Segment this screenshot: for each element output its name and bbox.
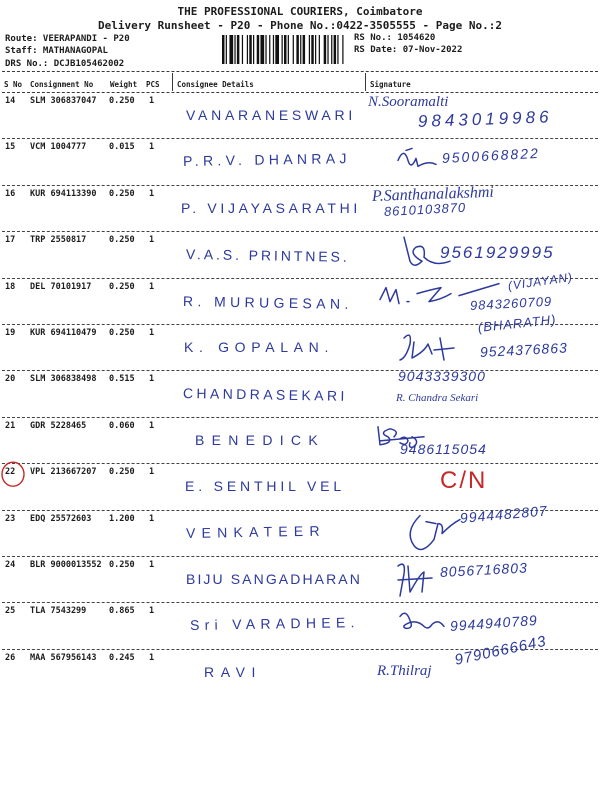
consignment-number: KUR 694110479 [30,328,97,338]
consignment-number: BLR 9000013552 [30,560,102,570]
column-header-signature: Signature [370,80,411,89]
signature-name: P.Santhanalakshmi [371,183,495,205]
signature-phone: 9486115054 [400,440,487,457]
column-header-weight: Weight [110,80,138,89]
row-divider [2,602,598,603]
weight: 0.250 [109,328,135,338]
serial-number: 15 [5,142,16,153]
serial-number: 18 [5,281,16,292]
runsheet-row [0,185,600,231]
consignee-handwritten-name: V.A.S. PRINTNES. [185,246,350,266]
route-label: Route: VEERAPANDI - P20 [5,34,130,44]
signature-note: (BHARATH) [477,311,558,335]
serial-number: 25 [5,606,16,617]
runsheet-row [0,463,600,509]
serial-number: 21 [5,420,16,431]
consignment-number: MAA 567956143 [30,652,97,663]
consignment-number: SLM 306838498 [30,374,97,385]
runsheet-row [0,417,600,463]
signature-phone: 9043339300 [398,368,486,385]
signature-phone: 9944940789 [449,612,539,635]
pieces: 1 [149,560,155,570]
signature-phone: 9944482807 [459,501,549,526]
consignee-handwritten-name: P.R.V. DHANRAJ [182,150,351,170]
pieces: 1 [149,281,155,292]
rs-number: RS No.: 1054620 [354,33,436,43]
pieces: 1 [149,188,155,199]
pieces: 1 [149,96,155,106]
row-divider [2,463,598,464]
weight: 0.250 [109,281,135,292]
weight: 0.250 [109,188,135,199]
weight: 0.250 [109,560,135,570]
signature-name: N.Sooramalti [368,94,449,110]
column-header-sno: S No [4,80,23,89]
weight: 0.015 [109,142,135,153]
column-header-pcs: PCS [146,80,160,89]
pieces: 1 [149,467,155,478]
weight: 0.515 [109,374,135,385]
consignment-number: KUR 694113390 [30,188,97,199]
pieces: 1 [149,328,155,338]
serial-number: 16 [5,188,16,199]
consignee-handwritten-name: R. MURUGESAN. [182,292,353,312]
row-divider [2,185,598,186]
weight: 0.245 [109,652,135,663]
signature-phone: 8056716803 [439,559,529,580]
serial-number: 24 [5,560,16,570]
consignment-number: GDR 5228465 [30,420,87,431]
row-divider [2,138,598,139]
signature-phone: 8610103870 [383,199,467,219]
consignee-handwritten-name: VANARANESWARI [186,107,356,123]
row-divider [2,370,598,371]
weight: 1.200 [109,513,135,524]
pieces: 1 [149,142,155,153]
signature-name: R. Chandra Sekari [396,392,479,405]
consignment-number: TLA 7543299 [30,606,87,617]
staff-label: Staff: MATHANAGOPAL [5,46,108,56]
signature-phone: 9561929995 [440,243,555,263]
consignee-handwritten-name: BENEDICK [195,431,325,448]
runsheet-row [0,311,600,370]
consignee-handwritten-name: VENKATEER [185,522,326,541]
runsheet-row [0,501,600,556]
row-divider [2,231,598,232]
signature-phone: 9524376863 [479,339,569,360]
pieces: 1 [149,420,155,431]
runsheet-row [0,138,600,184]
consignee-handwritten-name: K. GOPALAN. [184,339,335,355]
pieces: 1 [149,374,155,385]
consignment-number: VCM 1004777 [30,142,87,153]
weight: 0.865 [109,606,135,617]
company-title: THE PROFESSIONAL COURIERS, Coimbatore [177,5,423,18]
serial-number: 22 [5,467,16,478]
consignment-number: DEL 70101917 [30,281,92,292]
serial-number: 23 [5,513,16,524]
column-header-consignee: Consignee Details [177,80,254,89]
consignee-handwritten-name: CHANDRASEKARI [182,385,348,405]
runsheet-row [0,370,600,416]
serial-number: 20 [5,374,16,385]
runsheet-row [0,556,600,602]
serial-number: 26 [5,652,16,663]
weight: 0.250 [109,235,135,246]
consignment-number: EDQ 25572603 [30,513,92,524]
serial-number: 17 [5,235,16,246]
rs-date: RS Date: 07-Nov-2022 [354,45,463,55]
signature-note: (VIJAYAN) [507,269,574,293]
signature-phone: 9500668822 [441,145,541,167]
signature-mark: C/N [440,467,488,495]
consignee-handwritten-name: P. VIJAYASARATHI [181,199,361,216]
consignee-handwritten-name: RAVI [204,663,262,680]
weight: 0.250 [109,467,135,478]
runsheet-subtitle: Delivery Runsheet - P20 - Phone No.:0422-3505555 - Page No.:2 [98,19,502,32]
consignment-number: VPL 213667207 [30,467,97,478]
pieces: 1 [149,652,155,663]
drs-number: DRS No.: DCJB105462002 [5,59,125,69]
serial-number: 14 [5,96,16,106]
column-header-consignment: Consignment No [30,80,94,89]
runsheet-row [0,231,600,277]
weight: 0.060 [109,420,135,431]
consignment-number: SLM 306837047 [30,96,97,106]
consignee-handwritten-name: BIJU SANGADHARAN [186,571,362,587]
weight: 0.250 [109,96,135,106]
row-divider [2,417,598,418]
consignment-number: TRP 2550817 [30,235,87,246]
signature-name: R.Thilraj [377,662,432,679]
signature-phone: 9790666643 [453,632,549,669]
consignee-handwritten-name: Sri VARADHEE. [189,614,360,634]
pieces: 1 [149,235,155,246]
row-divider [2,556,598,557]
consignee-handwritten-name: E. SENTHIL VEL [185,478,345,495]
pieces: 1 [149,606,155,617]
serial-number: 19 [5,328,16,338]
signature-phone: 9843019986 [417,107,553,131]
runsheet-row [0,632,600,695]
signature-phone: 9843260709 [469,293,553,313]
runsheet-row [0,92,600,138]
pieces: 1 [149,513,155,524]
